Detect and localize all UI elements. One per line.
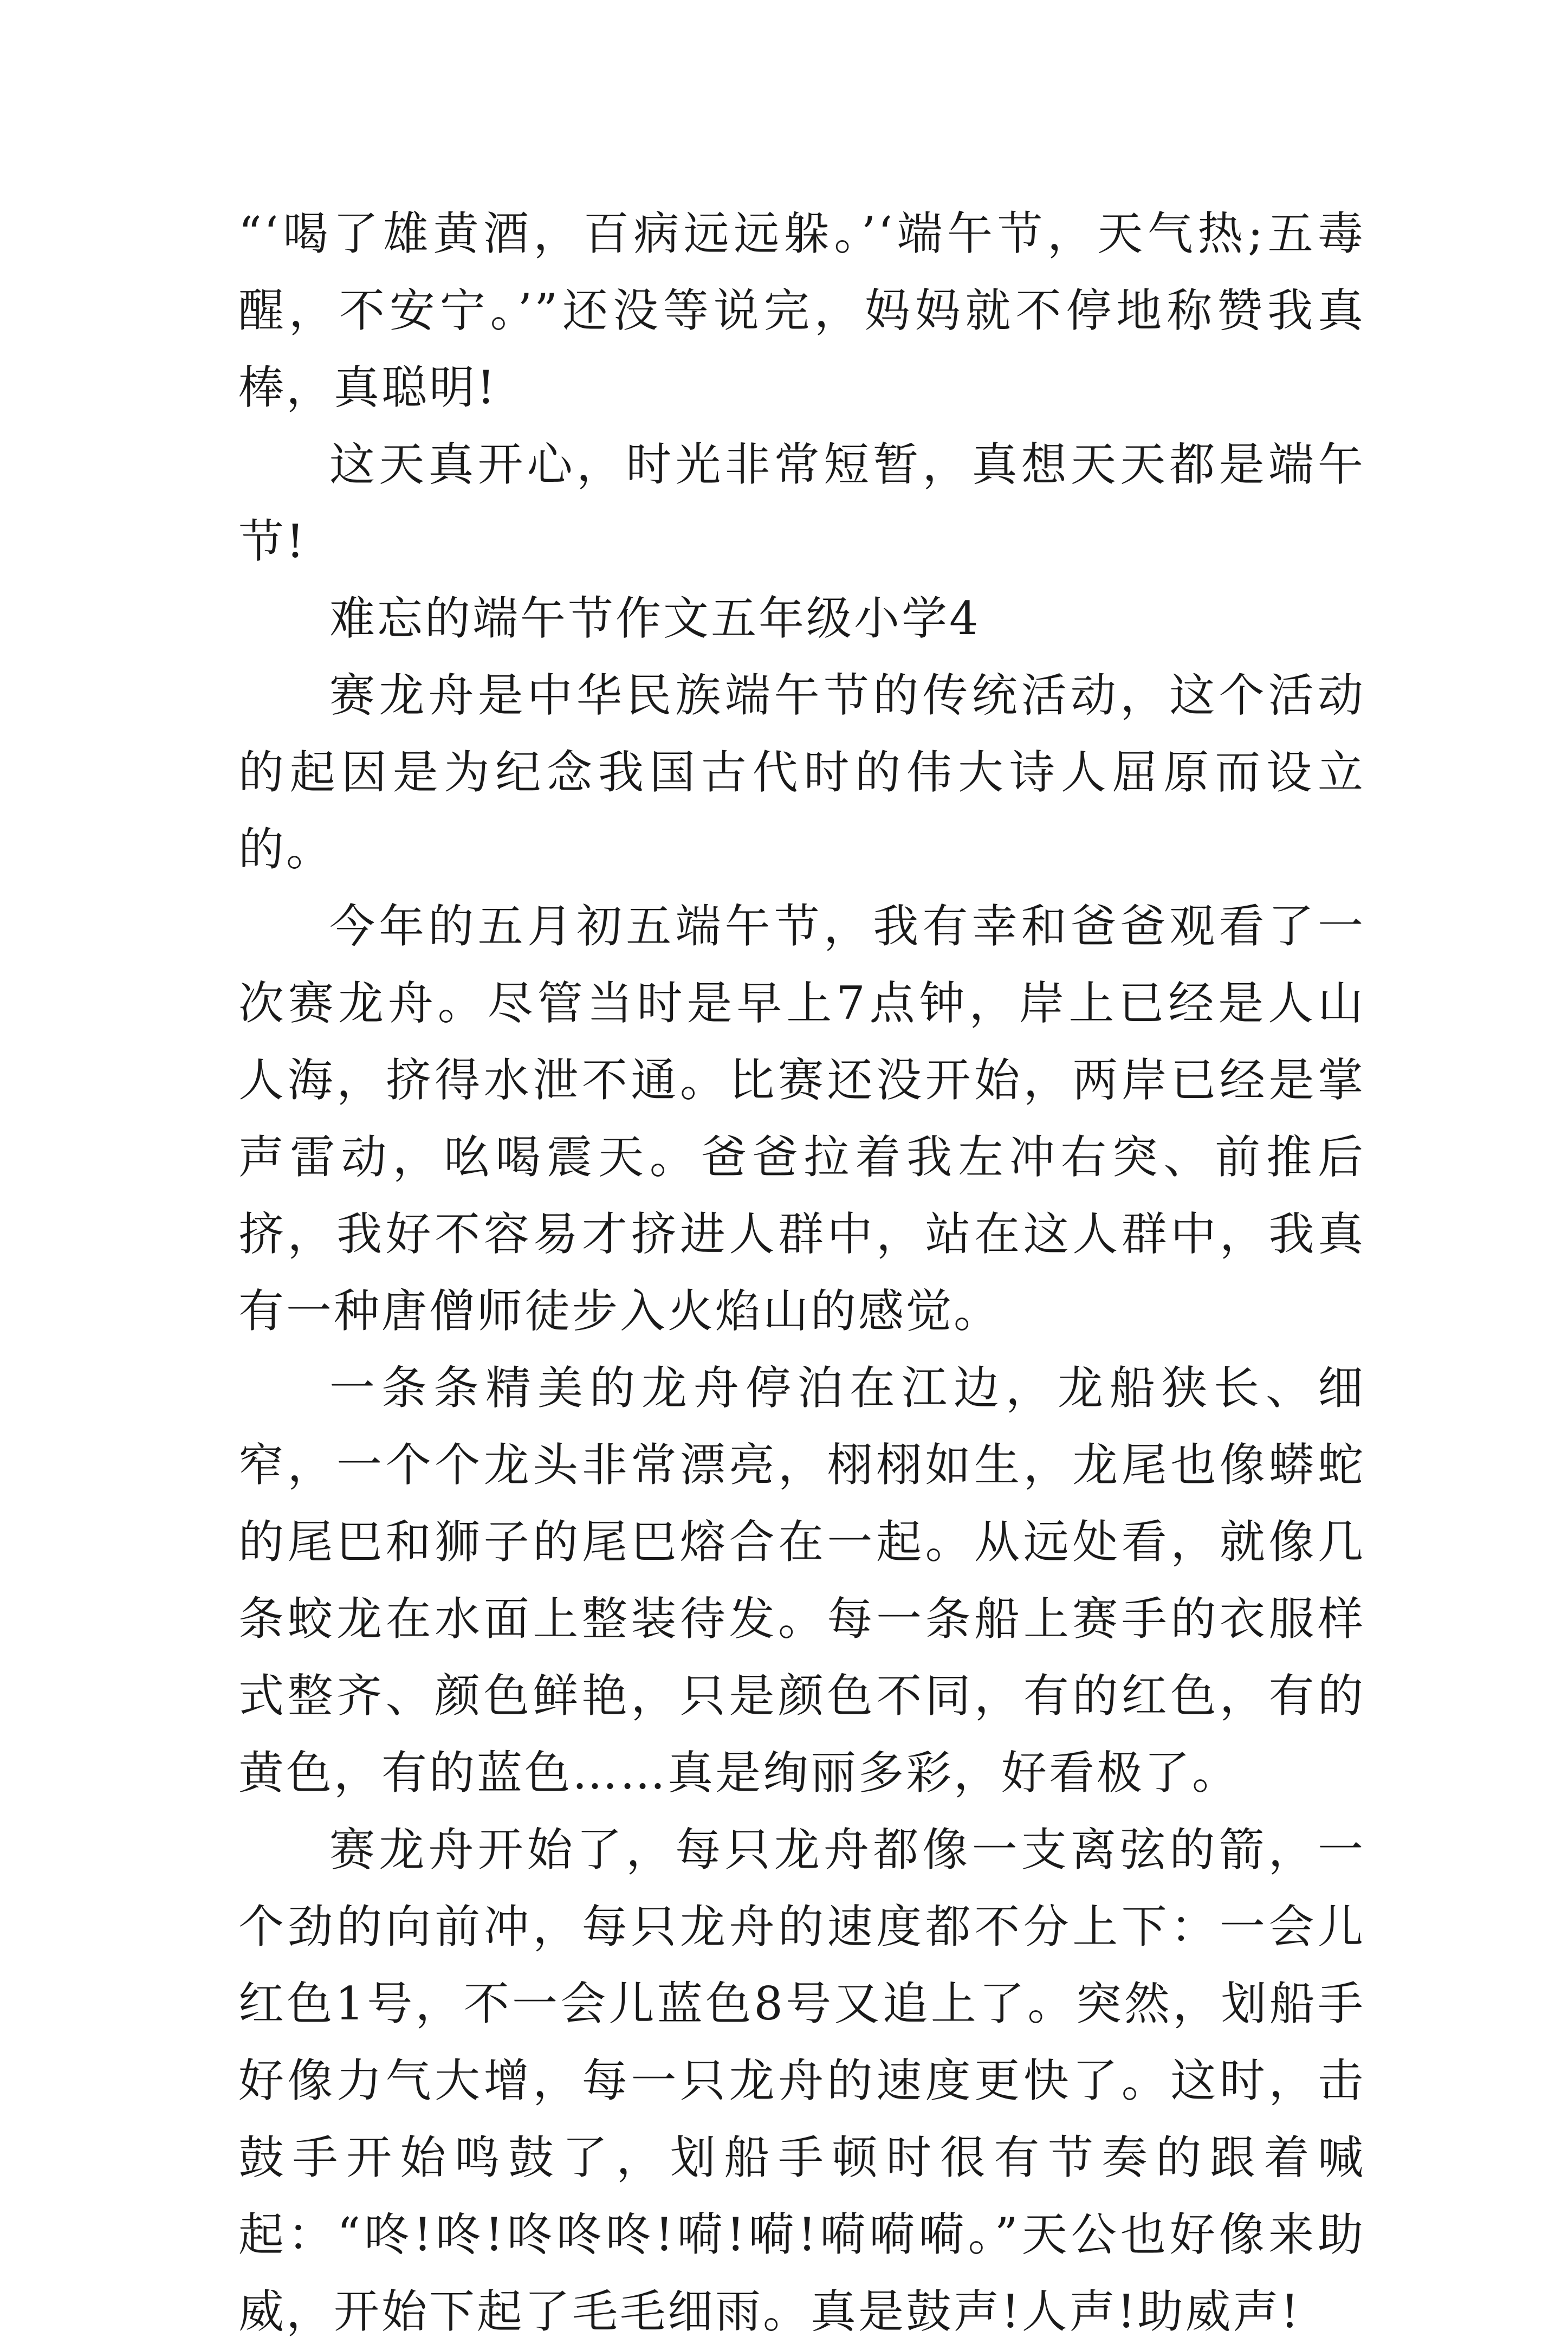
section-heading: 难忘的端午节作文五年级小学4 [329,592,981,645]
paragraph-6: 一条条精美的龙舟停泊在江边，龙船狭长、细窄，一个个龙头非常漂亮，栩栩如生，龙尾也像蟒蛇的尾巴和狮子的尾巴熔合在一起。从远处看，就像几条蛟龙在水面上整装待发。每一条船上赛手的衣服样式整齐、颜色鲜艳，只是颜色不同，有的红色，有的黄色，有的蓝色……真是绚丽多彩，好看极了。 [238,1361,1365,1799]
paragraph-4: 赛龙舟是中华民族端午节的传统活动，这个活动的起因是为纪念我国古代时的伟大诗人屈原而设立的。 [238,669,1365,876]
paragraph-1: “‘喝了雄黄酒，百病远远躲。’‘端午节，天气热;五毒醒，不安宁。’”还没等说完，妈妈就不停地称赞我真棒，真聪明! [238,207,1365,414]
document-body [238,195,1365,2350]
paragraph-5: 今年的五月初五端午节，我有幸和爸爸观看了一次赛龙舟。尽管当时是早上7点钟，岸上已经是人山人海，挤得水泄不通。比赛还没开始，两岸已经是掌声雷动，吆喝震天。爸爸拉着我左冲右突、前推后挤，我好不容易才挤进人群中，站在这人群中，我真有一种唐僧师徒步入火焰山的感觉。 [238,900,1365,1338]
paragraph-7: 赛龙舟开始了，每只龙舟都像一支离弦的箭，一个劲的向前冲，每只龙舟的速度都不分上下：一会儿红色1号，不一会儿蓝色8号又追上了。突然，划船手好像力气大增，每一只龙舟的速度更快了。这时，击鼓手开始鸣鼓了，划船手顿时很有节奏的跟着喊起：“咚!咚!咚咚咚!嗬!嗬!嗬嗬嗬。”天公也好像来助威，开始下起了毛毛细雨。真是鼓声!人声!助威声! [238,1823,1365,2338]
paragraph-2: 这天真开心，时光非常短暂，真想天天都是端午节! [238,438,1365,568]
